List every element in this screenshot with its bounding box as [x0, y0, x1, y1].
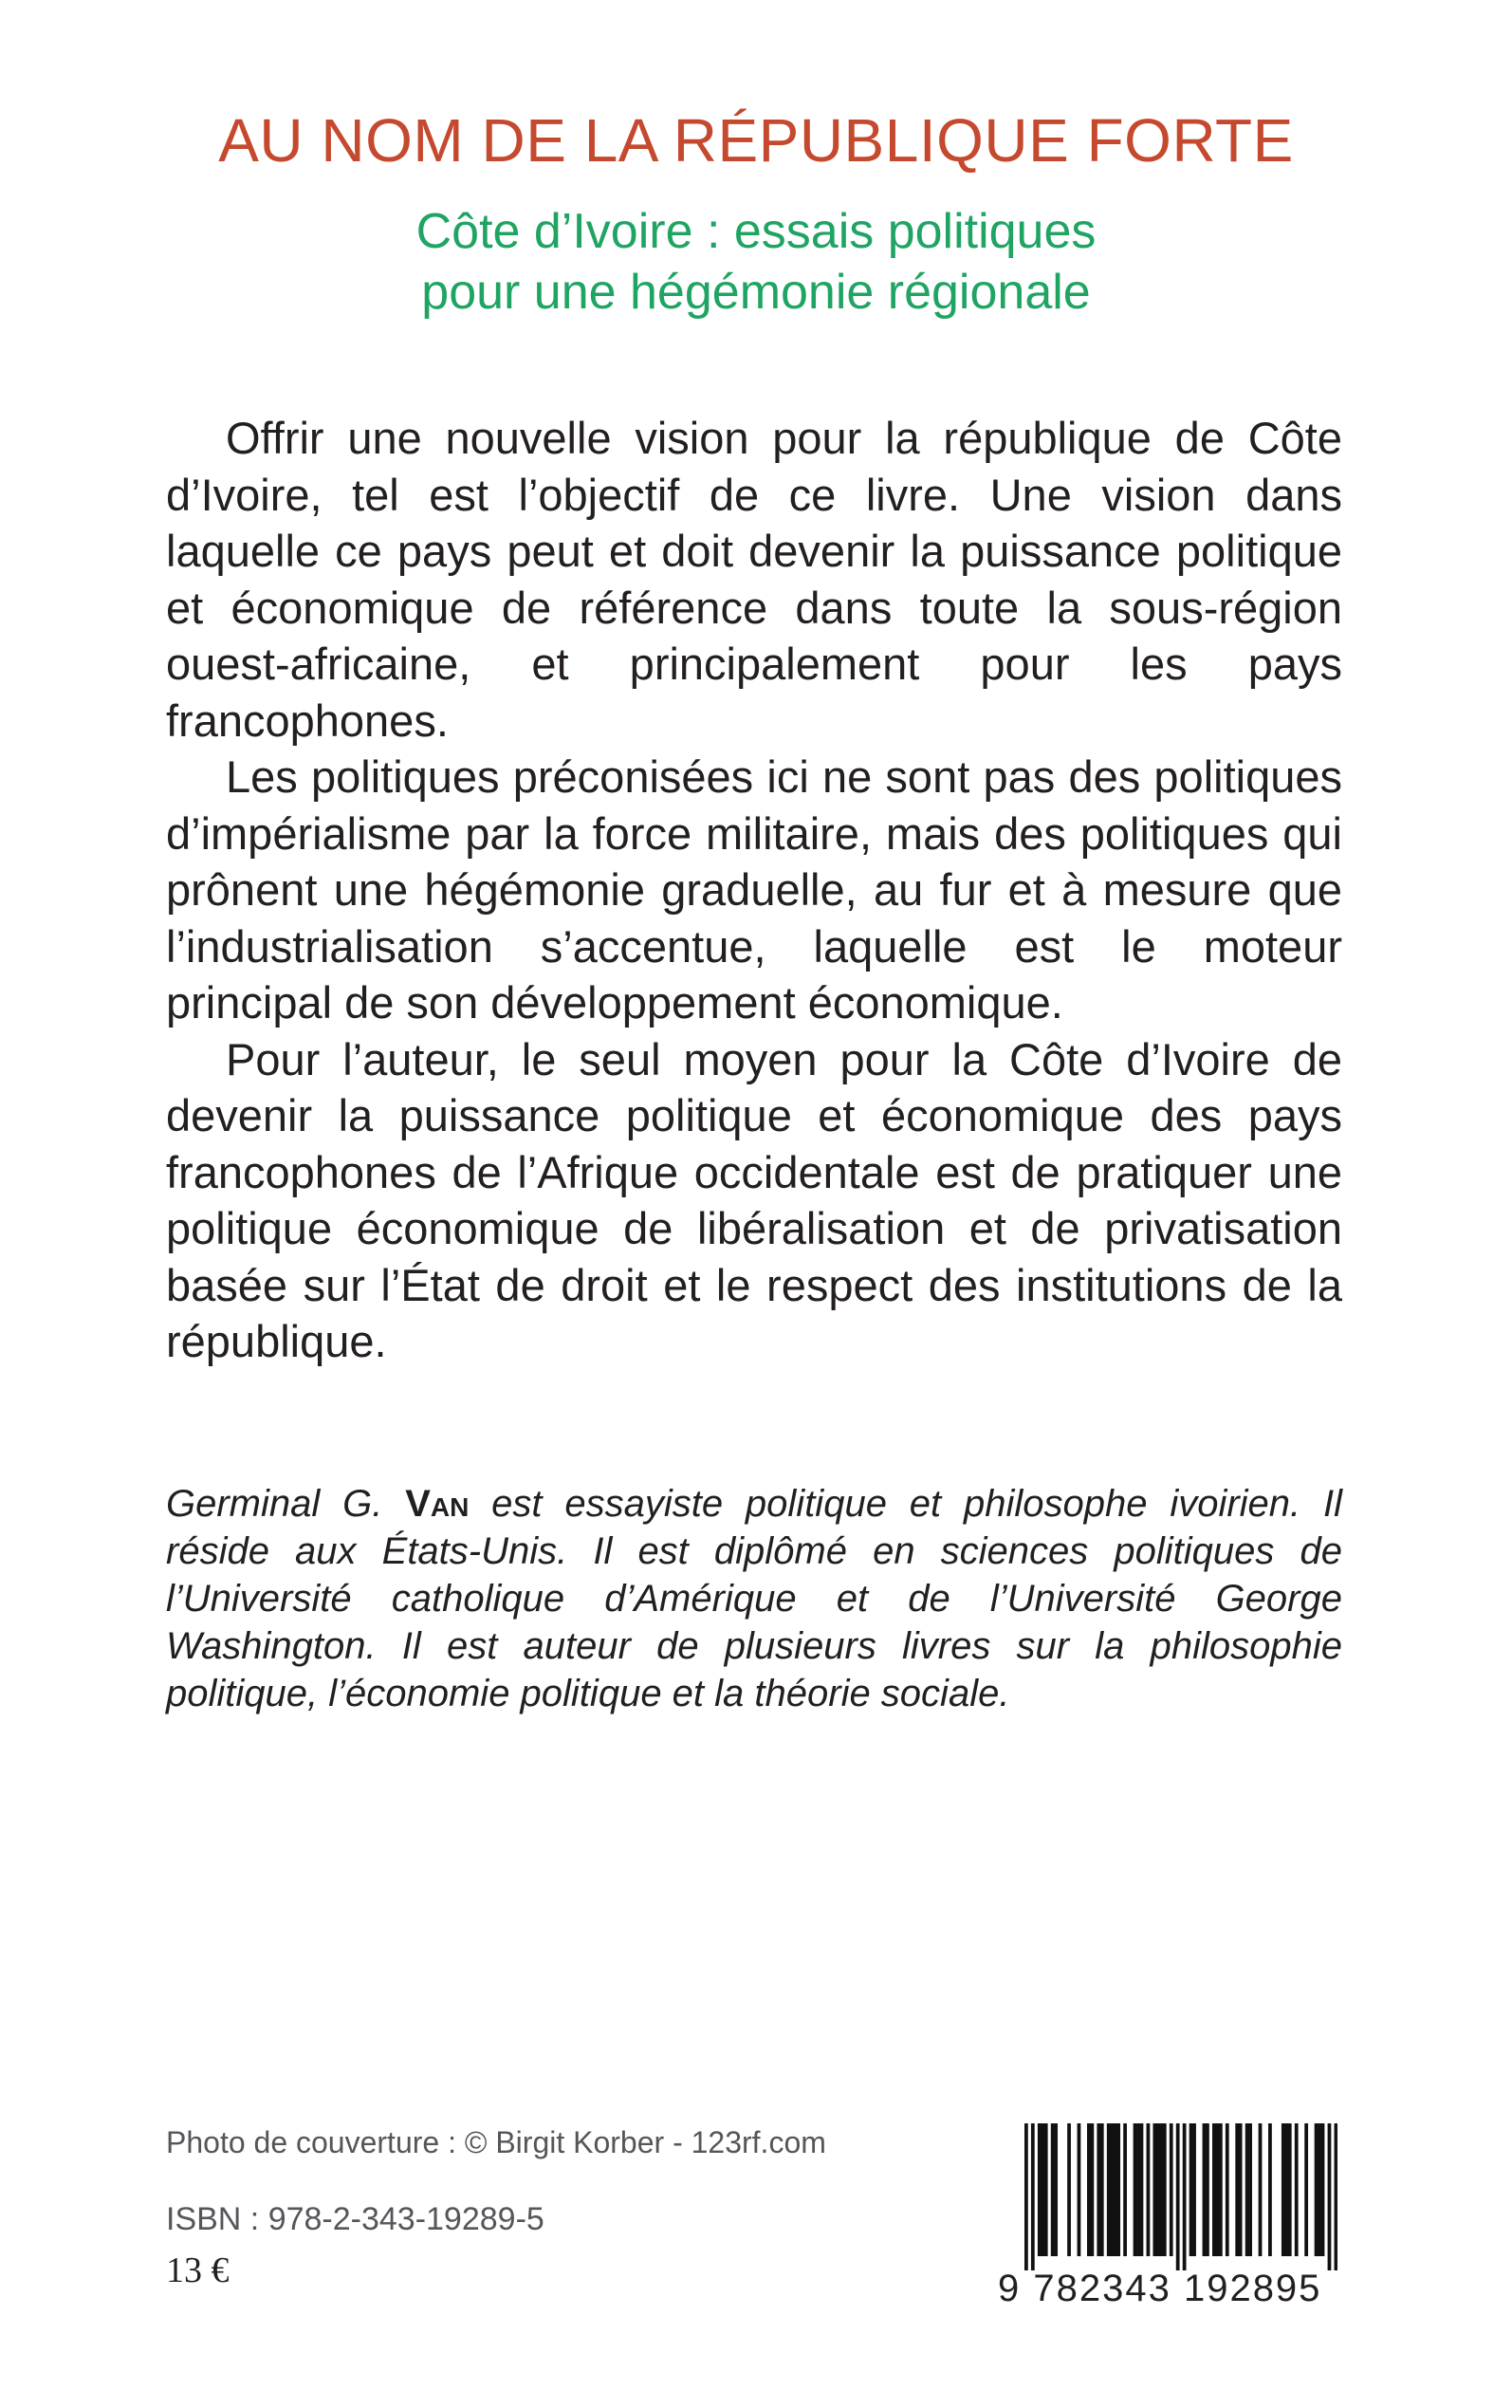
barcode-bar: [1268, 2123, 1272, 2256]
barcode-bar: [1087, 2123, 1091, 2256]
barcode-bar: [1288, 2123, 1292, 2256]
book-description: [166, 410, 1342, 1370]
isbn: ISBN : 978-2-343-19289-5: [166, 2201, 544, 2237]
barcode-bar: [1067, 2123, 1071, 2256]
barcode-bar: [1097, 2123, 1100, 2256]
barcode-bar: [1315, 2123, 1318, 2256]
barcode-bar: [1024, 2123, 1028, 2270]
barcode-bar: [1304, 2123, 1308, 2256]
barcode-bar: [1054, 2123, 1058, 2256]
barcode-bar: [1170, 2123, 1173, 2256]
barcode-bar: [1189, 2123, 1193, 2256]
barcode-bar: [1335, 2123, 1337, 2270]
barcode-bar: [1215, 2123, 1219, 2256]
barcode-bar: [1192, 2123, 1196, 2256]
barcode-bar: [1041, 2123, 1044, 2256]
barcode-bar: [1318, 2123, 1321, 2256]
barcode-bar: [1140, 2123, 1144, 2256]
barcode-bar: [1212, 2123, 1216, 2256]
barcode-bar: [1206, 2123, 1209, 2256]
subtitle-line-2: pour une hégémonie régionale: [421, 265, 1091, 320]
barcode-bar: [1044, 2123, 1048, 2256]
barcode-bar: [1226, 2123, 1229, 2256]
description-paragraph-3: Pour l’auteur, le seul moyen pour la Côte d’Ivoire de devenir la puissance politique et économique des pays francophones de l’Afrique occidentale est de pratiquer une politique économique de libéralisation et de privatisation basée sur l’État de droit et le respect des institutions de la république.: [166, 1033, 1342, 1366]
barcode-bar: [1259, 2123, 1263, 2256]
barcode-bar: [1107, 2123, 1111, 2256]
barcode-bar: [1116, 2123, 1120, 2256]
author-bio: [166, 1480, 1342, 1717]
book-title: AU NOM DE LA RÉPUBLIQUE FORTE: [218, 106, 1294, 175]
barcode-bar: [1123, 2123, 1127, 2256]
book-subtitle: [0, 201, 1512, 323]
barcode-bar: [1152, 2123, 1156, 2256]
description-paragraph-2: Les politiques préconisées ici ne sont pas des politiques d’impérialisme par la force militaire, mais des politiques qui prônent une hégémonie graduelle, au fur et à mesure que l’industrialisation s’accentue, laquelle est le moteur principal de son développement économique.: [166, 751, 1342, 1028]
barcode-bar: [1110, 2123, 1114, 2256]
barcode-bar: [1090, 2123, 1094, 2256]
subtitle-line-1: Côte d’Ivoire : essais politiques: [415, 204, 1097, 259]
author-bio-text: est essayiste politique et philosophe ivoirien. Il réside aux États-Unis. Il est diplômé en sciences politiques de l’Université catholique d’Amérique et de l’Université George Washington. Il est auteur de plusieurs livres sur la philosophie politique, l’économie politique et la théorie sociale.: [166, 1483, 1342, 1714]
barcode-bar: [1159, 2123, 1163, 2256]
barcode-bar: [1134, 2123, 1137, 2256]
barcode-bar: [1284, 2123, 1288, 2256]
barcode-bar: [1219, 2123, 1223, 2256]
price: 13 €: [166, 2251, 230, 2290]
barcode-bar: [1114, 2123, 1117, 2256]
barcode-bar: [1282, 2123, 1285, 2256]
barcode-bar: [1328, 2123, 1332, 2270]
barcode-bar: [1156, 2123, 1160, 2256]
barcode-bar: [1321, 2123, 1325, 2256]
barcode-bar: [1031, 2123, 1035, 2270]
barcode-bar: [1176, 2123, 1180, 2270]
barcode-bar: [1163, 2123, 1167, 2256]
barcode-bar: [1203, 2123, 1207, 2256]
description-paragraph-1: Offrir une nouvelle vision pour la république de Côte d’Ivoire, tel est l’objectif de ce livre. Une vision dans laquelle ce pays peut et doit devenir la puissance politique et économique de référence dans toute la sous-région ouest-africaine, et principalement pour les pays francophones.: [166, 413, 1342, 746]
barcode-bars: [1024, 2123, 1337, 2270]
barcode-bar: [1183, 2123, 1187, 2270]
barcode-bar: [1038, 2123, 1042, 2256]
author-first-name: Germinal G.: [166, 1483, 383, 1525]
barcode-bar: [1248, 2123, 1252, 2256]
barcode-bar: [1235, 2123, 1239, 2256]
barcode-bar: [1078, 2123, 1081, 2256]
barcode-bar: [1147, 2123, 1151, 2256]
barcode-bar: [1245, 2123, 1249, 2256]
barcode-bar: [1295, 2123, 1299, 2256]
photo-credit: Photo de couverture : © Birgit Korber - 123rf.com: [166, 2125, 826, 2159]
barcode-number: 9 782343 192895: [998, 2268, 1322, 2309]
barcode-bar: [1100, 2123, 1104, 2256]
barcode-bar: [1051, 2123, 1055, 2256]
barcode-bar: [1239, 2123, 1243, 2256]
author-surname: Van: [405, 1483, 470, 1525]
barcode-bar: [1136, 2123, 1140, 2256]
